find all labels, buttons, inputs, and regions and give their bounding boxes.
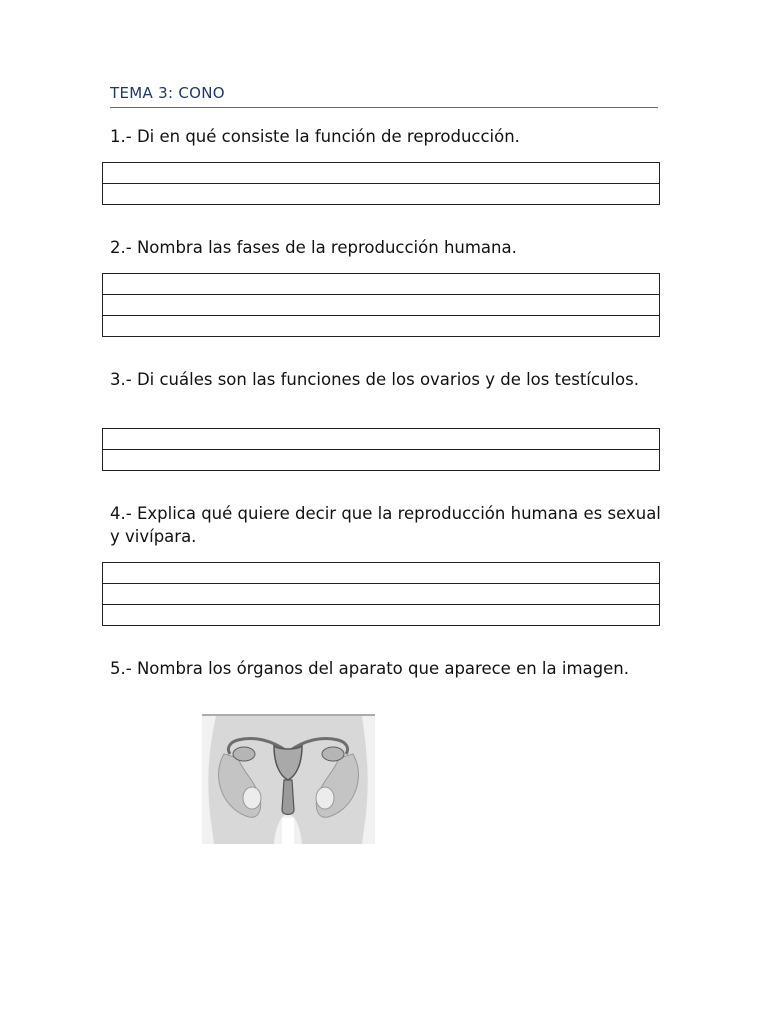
- reproductive-organs-icon: [202, 714, 375, 844]
- answer-line[interactable]: [103, 429, 659, 450]
- question-2: 2.- Nombra las fases de la reproducción humana.: [110, 238, 517, 257]
- answer-line[interactable]: [103, 274, 659, 295]
- answer-line[interactable]: [103, 584, 659, 605]
- answer-line[interactable]: [103, 316, 659, 337]
- worksheet-title: TEMA 3: CONO: [110, 84, 225, 102]
- answer-line[interactable]: [103, 184, 659, 205]
- answer-line[interactable]: [103, 605, 659, 626]
- answer-box-1: [102, 162, 660, 205]
- answer-box-2: [102, 273, 660, 337]
- question-1: 1.- Di en qué consiste la función de reproducción.: [110, 127, 520, 146]
- answer-line[interactable]: [103, 163, 659, 184]
- answer-line[interactable]: [103, 563, 659, 584]
- title-underline: [110, 107, 658, 108]
- answer-line[interactable]: [103, 450, 659, 471]
- question-5: 5.- Nombra los órganos del aparato que aparece en la imagen.: [110, 659, 629, 678]
- answer-line[interactable]: [103, 295, 659, 316]
- question-4: 4.- Explica qué quiere decir que la reproducción humana es sexual y vivípara.: [110, 504, 661, 546]
- female-reproductive-system-image: [202, 714, 375, 844]
- answer-box-3: [102, 428, 660, 471]
- answer-box-4: [102, 562, 660, 626]
- question-3: 3.- Di cuáles son las funciones de los ovarios y de los testículos.: [110, 370, 639, 389]
